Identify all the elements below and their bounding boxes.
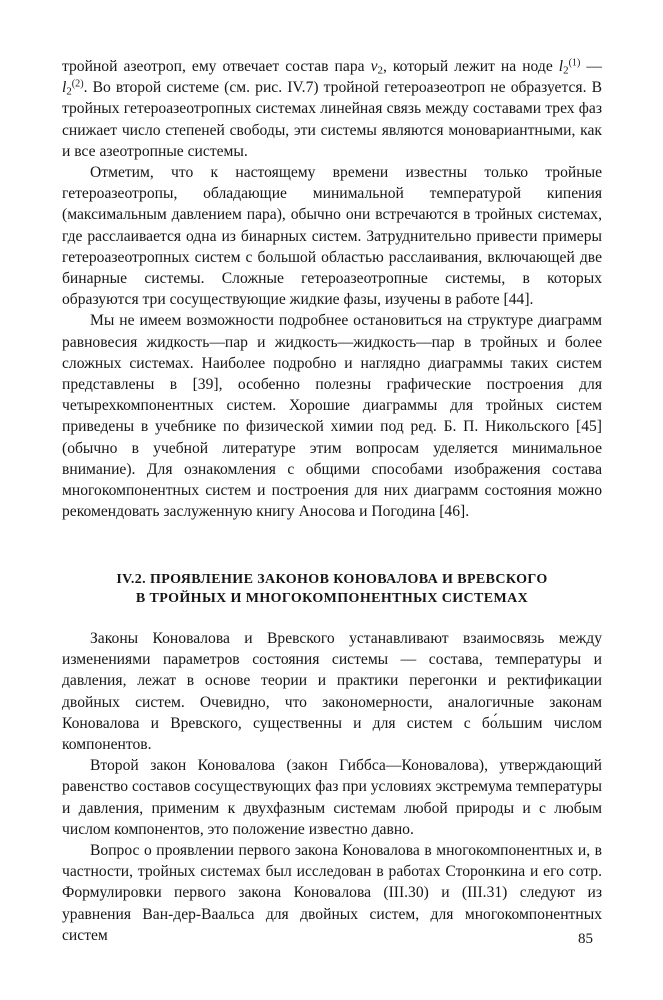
section-heading — [62, 570, 602, 608]
paragraph-first-law: Вопрос о проявлении первого закона Коновалова в многокомпонентных и, в частности, тройных системах был исследован в работах Сторонкина и его сотр. Формулировки первого закона Коновалова (III.30) и (III.31) следуют из уравнения Ван-дер-Ваальса для двойных систем, для многокомпонентных систем — [62, 842, 602, 944]
paragraph-konovalov-laws: Законы Коновалова и Вревского устанавливают взаимосвязь между изменениями параметров состояния системы — состава, температуры и давления, лежат в основе теории и практики перегонки и ректификации двойных систем. Очевидно, что закономерности, аналогичные законам Коновалова и Вревского, существенны и для систем с бо́льшим числом компонентов. — [62, 630, 602, 754]
paragraph-second-law: Второй закон Коновалова (закон Гиббса—Коновалова), утверждающий равенство составов сосуществующих фаз при условиях экстремума температуры и давления, применим к двухфазным системам любой природы и с любым числом компонентов, это положение известно давно. — [62, 757, 602, 838]
section-heading-line-1: IV.2. ПРОЯВЛЕНИЕ ЗАКОНОВ КОНОВАЛОВА И ВРЕВСКОГО — [116, 572, 548, 587]
paragraph-continuation: тройной азеотроп, ему отвечает состав пара $v_2$, который лежит на ноде $l_2^{(1)}$ — $l_2^{(2)}$. Во второй системе (см. рис. IV.7) тройной гетероазеотроп не образуется. В тройных гетероазеотропных системах линейная связь между составами трех фаз снижает число степеней свободы, эти системы являются моновариантными, как и все азеотропные системы. — [62, 57, 602, 160]
text-block-top — [62, 56, 602, 522]
text-block-bottom — [62, 628, 602, 946]
paragraph-heteroazeotropes: Отметим, что к настоящему времени известны только тройные гетероазеотропы, обладающие минимальной температурой кипения (максимальным давлением пара), обычно они встречаются в тройных системах, где расслаивается одна из бинарных систем. Затруднительно привести примеры гетероазеотропных систем с большой областью расслаивания, включающей две бинарные системы. Сложные гетероазеотропные системы, в которых образуются три сосуществующие жидкие фазы, изучены в работе [44]. — [62, 164, 602, 309]
section-heading-line-2: В ТРОЙНЫХ И МНОГОКОМПОНЕНТНЫХ СИСТЕМАХ — [135, 591, 529, 606]
paragraph-diagrams: Мы не имеем возможности подробнее остановиться на структуре диаграмм равновесия жидкость—пар и жидкость—жидкость—пар в тройных и более сложных системах. Наиболее подробно и наглядно диаграммы таких систем представлены в [39], особенно полезны графические построения для четырехкомпонентных систем. Хорошие диаграммы для тройных систем приведены в учебнике по физической химии под ред. Б. П. Никольского [45] (обычно в учебной литературе этим вопросам уделяется минимальное внимание). Для ознакомления с общими способами изображения состава многокомпонентных систем и построения для них диаграмм состояния можно рекомендовать заслуженную книгу Аносова и Погодина [46]. — [62, 312, 602, 521]
page-number: 85 — [578, 931, 593, 947]
